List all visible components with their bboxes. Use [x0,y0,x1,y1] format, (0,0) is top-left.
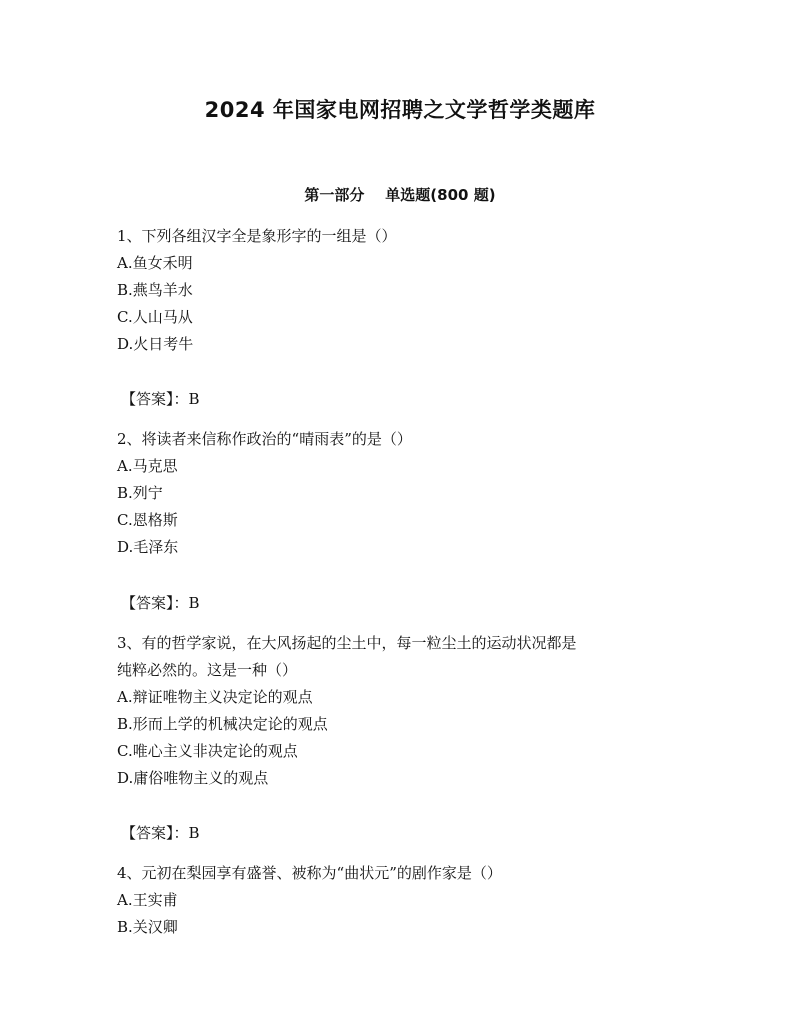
question-stem: 1、下列各组汉字全是象形字的一组是（） [117,227,397,245]
question-option: B.形而上学的机械决定论的观点 [117,715,328,733]
question-option: D.火日考牛 [117,335,194,353]
answer-line: 【答案】：B [121,390,200,408]
question-stem-continued: 纯粹必然的。这是一种（） [117,661,298,679]
answer-line: 【答案】：B [121,594,200,612]
question-option: C.恩格斯 [117,511,178,529]
question-option: A.鱼女禾明 [117,254,193,272]
question-option: C.唯心主义非决定论的观点 [117,742,298,760]
question-option: A.辩证唯物主义决定论的观点 [117,688,313,706]
question-option: A.马克思 [117,457,178,475]
question-stem: 4、元初在梨园享有盛誉、被称为“曲状元”的剧作家是（） [117,864,502,882]
question-option: D.庸俗唯物主义的观点 [117,769,269,787]
document-title: 2024 年国家电网招聘之文学哲学类题库 [204,98,596,122]
question-option: B.关汉卿 [117,918,178,936]
question-option: D.毛泽东 [117,538,179,556]
question-option: A.王实甫 [117,891,178,909]
question-stem: 3、有的哲学家说，在大风扬起的尘土中，每一粒尘土的运动状况都是 [117,634,577,652]
question-option: C.人山马从 [117,308,193,326]
question-option: B.燕鸟羊水 [117,281,193,299]
question-stem: 2、将读者来信称作政治的“晴雨表”的是（） [117,430,412,448]
section-title: 第一部分 单选题(800 题) [304,186,496,204]
answer-line: 【答案】：B [121,824,200,842]
question-option: B.列宁 [117,484,163,502]
